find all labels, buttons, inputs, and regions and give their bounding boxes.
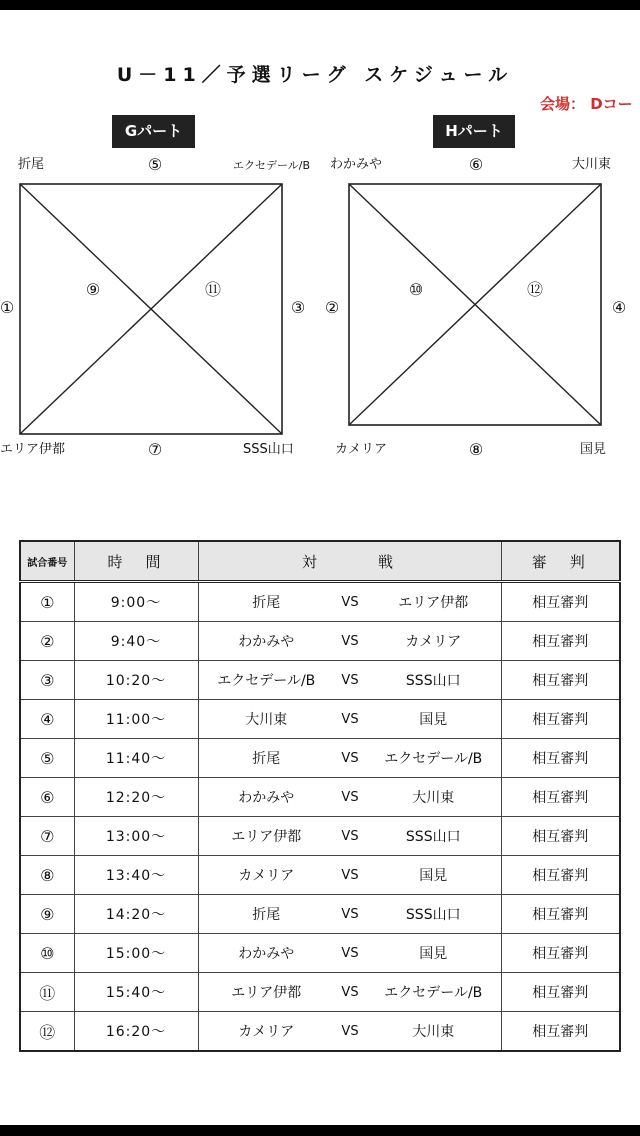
header-match-number: 試合番号 xyxy=(20,541,74,582)
match-number-marker: ① xyxy=(0,298,15,317)
away-team: SSS山口 xyxy=(366,661,501,700)
match-number-marker: ⑥ xyxy=(468,155,484,174)
match-time: 12:20～ xyxy=(74,778,198,817)
away-team: カメリア xyxy=(366,622,501,661)
match-number: ⑨ xyxy=(20,895,74,934)
match-number: ① xyxy=(20,582,74,622)
vs-label: VS xyxy=(334,622,366,661)
referee-label: 相互審判 xyxy=(501,700,620,739)
referee-label: 相互審判 xyxy=(501,739,620,778)
bottom-bar xyxy=(0,1125,640,1136)
vs-label: VS xyxy=(334,739,366,778)
match-number-marker: ⑫ xyxy=(526,280,543,299)
match-time: 10:20～ xyxy=(74,661,198,700)
schedule-row xyxy=(20,622,620,661)
away-team: エリア伊都 xyxy=(366,582,501,622)
vs-label: VS xyxy=(334,700,366,739)
vs-label: VS xyxy=(334,778,366,817)
schedule-row xyxy=(20,895,620,934)
schedule-row xyxy=(20,582,620,622)
schedule-table xyxy=(19,540,621,1052)
referee-label: 相互審判 xyxy=(501,1012,620,1052)
match-time: 16:20～ xyxy=(74,1012,198,1052)
home-team: 折尾 xyxy=(198,582,334,622)
referee-label: 相互審判 xyxy=(501,817,620,856)
match-number-marker: ③ xyxy=(290,298,306,317)
schedule-row xyxy=(20,700,620,739)
match-time: 9:00～ xyxy=(74,582,198,622)
schedule-row xyxy=(20,934,620,973)
home-team: エクセデール/B xyxy=(198,661,334,700)
home-team: エリア伊都 xyxy=(198,817,334,856)
home-team: 大川東 xyxy=(198,700,334,739)
venue-label: 会場： Dコー xyxy=(540,95,633,113)
match-time: 13:00～ xyxy=(74,817,198,856)
match-time: 11:40～ xyxy=(74,739,198,778)
match-number-marker: ⑪ xyxy=(204,280,221,299)
away-team: エクセデール/B xyxy=(366,739,501,778)
referee-label: 相互審判 xyxy=(501,622,620,661)
vs-label: VS xyxy=(334,582,366,622)
team-label: SSS山口 xyxy=(243,442,294,457)
match-time: 11:00～ xyxy=(74,700,198,739)
away-team: SSS山口 xyxy=(366,895,501,934)
match-number: ② xyxy=(20,622,74,661)
referee-label: 相互審判 xyxy=(501,934,620,973)
referee-label: 相互審判 xyxy=(501,778,620,817)
vs-label: VS xyxy=(334,1012,366,1052)
match-number: ⑧ xyxy=(20,856,74,895)
home-team: 折尾 xyxy=(198,739,334,778)
match-number: ⑫ xyxy=(20,1012,74,1052)
away-team: 国見 xyxy=(366,856,501,895)
schedule-row xyxy=(20,856,620,895)
match-number-marker: ⑧ xyxy=(468,440,484,459)
home-team: 折尾 xyxy=(198,895,334,934)
home-team: わかみや xyxy=(198,778,334,817)
team-label: エリア伊都 xyxy=(0,442,66,457)
away-team: エクセデール/B xyxy=(366,973,501,1012)
group-g-diagram xyxy=(18,182,284,436)
page-title: U－11／予選リーグ スケジュール xyxy=(116,64,514,86)
team-label: エクセデール/B xyxy=(233,159,311,172)
schedule-row xyxy=(20,778,620,817)
home-team: エリア伊都 xyxy=(198,973,334,1012)
schedule-row xyxy=(20,661,620,700)
home-team: わかみや xyxy=(198,934,334,973)
group-g-label: Gパート xyxy=(112,115,195,148)
referee-label: 相互審判 xyxy=(501,582,620,622)
home-team: カメリア xyxy=(198,1012,334,1052)
match-number-marker: ⑩ xyxy=(408,280,424,299)
referee-label: 相互審判 xyxy=(501,973,620,1012)
vs-label: VS xyxy=(334,856,366,895)
home-team: わかみや xyxy=(198,622,334,661)
match-number-marker: ④ xyxy=(611,298,627,317)
schedule-row xyxy=(20,739,620,778)
schedule-row xyxy=(20,973,620,1012)
away-team: 国見 xyxy=(366,934,501,973)
schedule-row xyxy=(20,1012,620,1052)
match-time: 15:40～ xyxy=(74,973,198,1012)
schedule-body xyxy=(20,582,620,1052)
match-time: 9:40～ xyxy=(74,622,198,661)
team-label: 折尾 xyxy=(18,157,45,172)
away-team: SSS山口 xyxy=(366,817,501,856)
match-number: ⑩ xyxy=(20,934,74,973)
team-label: わかみや xyxy=(330,157,383,172)
match-number: ⑦ xyxy=(20,817,74,856)
schedule-header-row xyxy=(20,541,620,582)
match-number: ③ xyxy=(20,661,74,700)
away-team: 大川東 xyxy=(366,1012,501,1052)
vs-label: VS xyxy=(334,661,366,700)
schedule-row xyxy=(20,817,620,856)
referee-label: 相互審判 xyxy=(501,895,620,934)
referee-label: 相互審判 xyxy=(501,856,620,895)
vs-label: VS xyxy=(334,934,366,973)
home-team: カメリア xyxy=(198,856,334,895)
vs-label: VS xyxy=(334,895,366,934)
match-time: 15:00～ xyxy=(74,934,198,973)
vs-label: VS xyxy=(334,973,366,1012)
team-label: 大川東 xyxy=(572,157,612,172)
match-time: 14:20～ xyxy=(74,895,198,934)
away-team: 大川東 xyxy=(366,778,501,817)
match-number: ⑪ xyxy=(20,973,74,1012)
match-number-marker: ⑤ xyxy=(147,155,163,174)
header-time: 時 間 xyxy=(74,541,198,582)
header-referee: 審 判 xyxy=(501,541,620,582)
match-number-marker: ⑦ xyxy=(147,440,163,459)
group-h-label: Hパート xyxy=(433,115,515,148)
team-label: 国見 xyxy=(580,442,607,457)
vs-label: VS xyxy=(334,817,366,856)
referee-label: 相互審判 xyxy=(501,661,620,700)
top-bar xyxy=(0,0,640,10)
away-team: 国見 xyxy=(366,700,501,739)
header-match: 対 戦 xyxy=(198,541,501,582)
match-time: 13:40～ xyxy=(74,856,198,895)
group-h-diagram xyxy=(347,182,603,427)
match-number: ④ xyxy=(20,700,74,739)
match-number: ⑥ xyxy=(20,778,74,817)
match-number-marker: ⑨ xyxy=(85,280,101,299)
match-number-marker: ② xyxy=(324,298,340,317)
team-label: カメリア xyxy=(335,442,388,457)
match-number: ⑤ xyxy=(20,739,74,778)
